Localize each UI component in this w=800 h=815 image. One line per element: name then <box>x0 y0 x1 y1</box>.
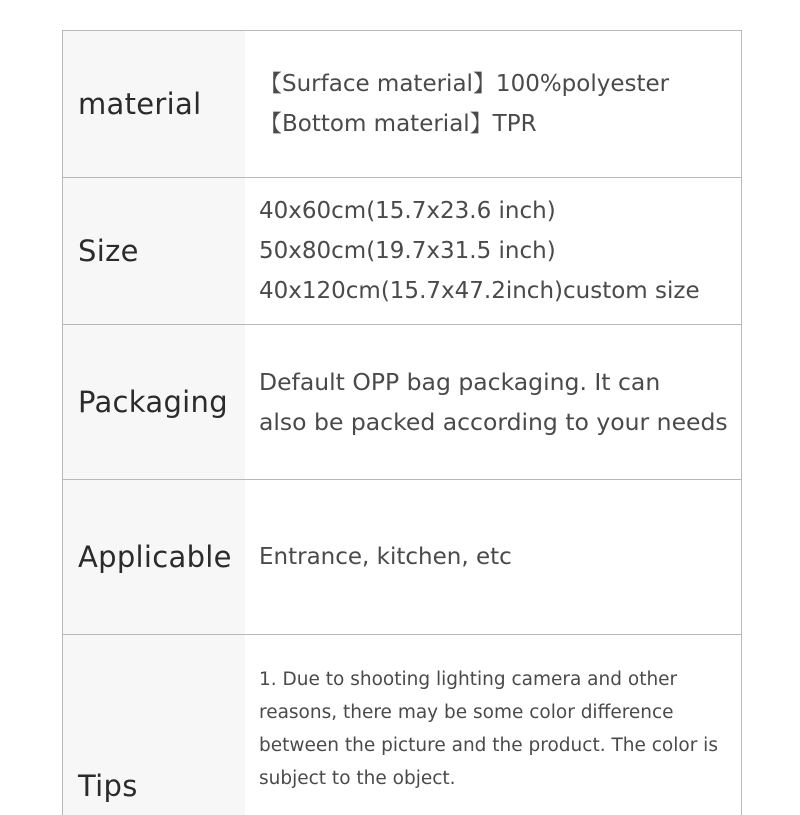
spec-value-line: 50x80cm(19.7x31.5 inch) <box>259 238 556 264</box>
spec-row-applicable <box>63 480 741 635</box>
spec-value <box>245 635 741 815</box>
spec-label: material <box>63 31 245 177</box>
spec-value-line: between the picture and the product. The color is <box>259 735 718 756</box>
spec-value <box>245 31 741 177</box>
spec-label: Applicable <box>63 480 245 634</box>
spec-label: Tips <box>63 635 245 815</box>
spec-label: Packaging <box>63 325 245 479</box>
spec-label: Size <box>63 178 245 324</box>
spec-value <box>245 325 741 479</box>
spec-value-line: 【Surface material】100%polyester <box>259 71 670 97</box>
spec-value-line: reasons, there may be some color difference <box>259 702 674 723</box>
spec-value-line: Entrance, kitchen, etc <box>259 544 512 570</box>
spec-value-line: Default OPP bag packaging. It can <box>259 368 661 396</box>
spec-row-material <box>63 31 741 178</box>
spec-value-line: 40x120cm(15.7x47.2inch)custom size <box>259 278 700 304</box>
spec-value-line: 1. Due to shooting lighting camera and other <box>259 669 678 690</box>
spec-value-line: subject to the object. <box>259 768 456 789</box>
spec-value-line: 40x60cm(15.7x23.6 inch) <box>259 198 556 224</box>
spec-row-tips <box>63 635 741 815</box>
spec-row-size <box>63 178 741 325</box>
spec-value <box>245 178 741 324</box>
spec-row-packaging <box>63 325 741 480</box>
spec-value <box>245 480 741 634</box>
spec-value-line: 【Bottom material】TPR <box>259 111 537 137</box>
spec-value-line: also be packed according to your needs <box>259 408 728 436</box>
spec-table <box>62 30 742 815</box>
